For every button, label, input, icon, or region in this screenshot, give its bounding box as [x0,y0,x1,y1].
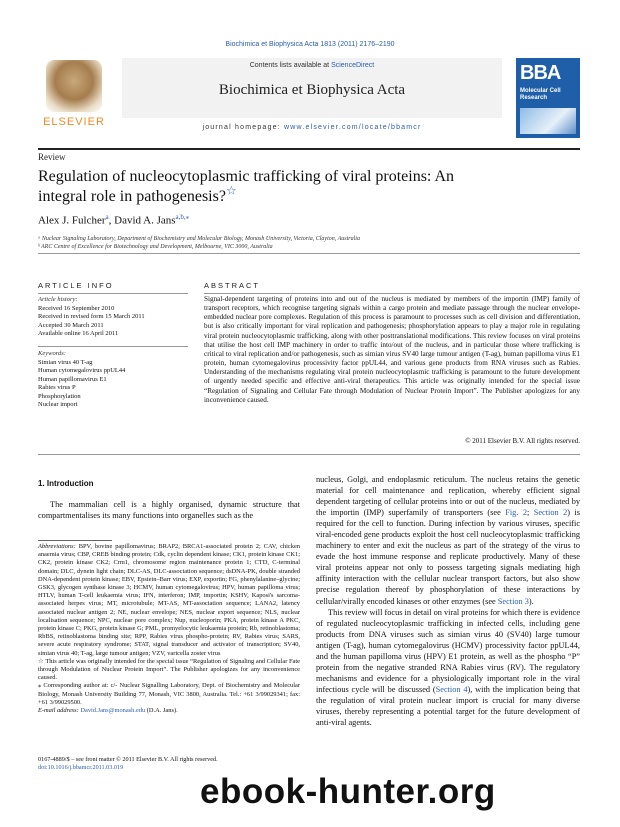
title-footnote-mark[interactable]: ☆ [225,183,237,198]
author-affil-mark[interactable]: a,b,⁎ [175,213,190,221]
article-info-heading: ARTICLE INFO [38,281,114,290]
article-info-rule [38,293,188,294]
cover-image [520,108,576,134]
section-link[interactable]: Section 3 [497,596,529,606]
issn-line: 0167-4889/$ – see front matter © 2011 Elsevier B.V. All rights reserved. [38,756,218,763]
affiliation-b: ᵇ ARC Centre of Excellence for Biotechnology and Development, Melbourne, VIC 3000, Australia [38,244,273,250]
keywords-label: Keywords: [38,350,66,357]
keyword: Rabies virus P [38,384,76,391]
article-type: Review [38,152,66,162]
keyword: Nuclear import [38,401,78,408]
doi-link[interactable]: doi:10.1016/j.bbamcr.2011.03.019 [38,764,124,771]
copyright: © 2011 Elsevier B.V. All rights reserved. [465,437,580,445]
email-link[interactable]: David.Jans@monash.edu [80,707,146,715]
section-rule [38,253,580,254]
cover-title: BBA [520,62,561,84]
elsevier-logo[interactable] [38,60,110,136]
journal-cover[interactable] [516,58,580,138]
star-footnote: ☆ This article was originally intended for the special issue “Regulation of Signaling and Cellular Fate through Modulation of Nuclear Protein Import”. The Publisher apologizes for any inconvenience caused. [38,657,300,682]
keyword: Human papillomavirus E1 [38,375,107,383]
history-item: Received 16 September 2010 [38,304,115,312]
keyword: Human cytomegalovirus ppUL44 [38,367,126,374]
journal-reference[interactable]: Biochimica et Biophysica Acta 1813 (2011) 2176–2190 [225,41,395,48]
author-name[interactable]: David A. Jans [114,214,176,227]
corresponding-author: ⁎ Corresponding author at: c/- Nuclear Signalling Laboratory, Dept. of Biochemistry and Molecular Biology, Monash University Building 77, Monash, VIC 3800, Australia. Tel.: +61 3/99029341; fax: +61 3/99029500. [38,682,300,706]
body-paragraph: This review will focus in detail on viral proteins for which there is evidence of regulated nucleocytoplasmic trafficking in infected cells, including gene products from DNA viruses such as simian virus 40 (SV40) large tumour antigen (T-ag), human cytomegalovirus (HCMV) processivity factor ppUL44, and the human papilloma virus (HPV) E1 protein, as well as the phospho “P” protein from the negative stranded RNA Rabies virus (RV). The regulatory mechanisms and evidence for a physiologically important role in the viral infectious cycle will be discussed (Section 4), with the implication being that the regulation of viral protein nuclear import is crucial for many diverse viruses, thereby representing a potential target for the future development of anti-viral agents. [316,607,580,728]
publication-footer [38,756,300,772]
authors: Alex J. Fulcher$^a$, David A. Jans$^{a,b,⁎}$ [38,213,190,227]
author-name[interactable]: Alex J. Fulcher [38,214,106,227]
abstract-bottom-rule [38,454,580,455]
cover-subtitle: Molecular Cell Research [520,88,561,101]
section-heading: 1. Introduction [38,479,94,488]
journal-title: Biochimica et Biophysica Acta [218,82,406,98]
footnote-rule [38,540,112,541]
right-column-text [316,474,580,728]
keyword: Simian virus 40 T-ag [38,358,93,366]
elsevier-tree-icon [46,60,102,112]
article-title: Regulation of nucleocytoplasmic trafficking of viral proteins: An integral role in pathogenesis?☆ [38,168,455,205]
keywords [38,350,188,410]
abbreviations: Abbreviations: BPV, bovine papillomavirus; BRAP2, BRCA1-associated protein 2; CAV, chicken anaemia virus; CBP, CREB binding protein; Cdk, cyclin dependent kinase; CK1, protein kinase CK1; CK2, protein kinase CK2; Crm1, chromosome region maintenance protein 1; CTD, C-terminal domain; DLC, dynein light chain; DLC-AS, DLC-association sequence; dsDNA-PK, double stranded DNA-dependent protein kinase; EBV, Epstein–Barr virus; EXP, exportin; FG, phenylalanine–glycine; GSK3, glycogen synthase kinase 3; HCMV, human cytomegalovirus; HPV, human papilloma virus; HTLV, human T-cell leukaemia virus; IFN, interferon; IMP, importin; KSHV, Kaposi's sarcoma-associated herpes virus; MT, microtubule; MT-AS, MT-association sequence; LANA2, latency associated nuclear antigen 2; NE, nuclear envelope; NES, nuclear export sequence; NLS, nuclear localisation sequence; NPC, nuclear pore complex; Nup, nucleoporin; PKA, protein kinase A PKC, protein kinase C; PKG, protein kinase G; PML, promyelocytic leukaemia protein; Rb, retinoblastoma; RbBS, retinoblastoma binding site; RPP, Rabies virus phospho-protein; RV, Rabies virus; SARS, severe acute respiratory syndrome; STAT, signal transducer and activator of transcription; SV40, simian virus 40; T-ag, large tumour antigen; VZV, varicella zoster virus [38,543,300,657]
history-item: Available online 16 April 2011 [38,330,119,337]
history-item: Received in revised form 15 March 2011 [38,313,145,320]
masthead-banner [122,58,502,118]
elsevier-wordmark: ELSEVIER [43,116,105,128]
history-item: Accepted 30 March 2011 [38,321,104,329]
abstract-rule [204,293,580,294]
footnotes [38,543,300,715]
watermark: ebook-hunter.org [200,772,496,811]
keywords-rule [38,346,188,347]
history-label: Article history: [38,296,78,303]
header-rule [38,148,580,150]
body-paragraph: nucleus, Golgi, and endoplasmic reticulum. The nucleus retains the genetic material for cell maintenance and replication, whereby efficient signal dependent targeting of cellular proteins into or out of the nucleus, mediated by the importin (IMP) superfamily of transporters (see Fig. 2; Section 2) is required for the cell to function. During infection by various viruses, specific viral-encoded gene products exploit the host cell nucleocytoplasmic trafficking machinery to enter and exit the nucleus as part of the strategy of the virus to evade the host immune response and replicate productively. Many of these viral proteins appear not only to possess targeting signals mediating high affinity interaction with the cellular nuclear transport factors, but also show precise regulation thereof by phosphorylation of these interactions by cellular/virally encoded kinases or other enzymes (see Section 3). [316,475,581,606]
contents-availability: Contents lists available at ScienceDirect [249,62,375,69]
homepage-link[interactable]: www.elsevier.com/locate/bbamcr [283,124,422,131]
email-line: E-mail address: David.Jans@monash.edu (D.A. Jans). [38,707,178,715]
abstract-text: Signal-dependent targeting of proteins into and out of the nucleus is mediated by members of the importin (IMP) family of transport receptors, which recognise targeting signals within a cargo protein and mediate passage through the nuclear envelope-embedded nuclear pore complexes. Regulation of this process is paramount to processes such as cell division and differentiation, but is also critically important for viral replication and pathogenesis; phosphorylation appears to play a major role in regulating viral protein nucleocytoplasmic trafficking, along with other posttranslational modifications. This review focuses on viral proteins that utilise the host cell IMP machinery in order to traffic into/out of the nucleus, and in particular those where trafficking is critical to viral replication and/or pathogenesis, such as simian virus SV40 large tumour antigen (T-ag), human papilloma virus E1 protein, human cytomegalovirus processivity factor ppUL44, and various gene products from RNA viruses such as Rabies. Understanding of the mechanisms regulating viral protein nucleocytoplasmic trafficking is paramount to the future development of urgently needed specific and effective anti-viral therapeutics. This article was originally intended for the special issue “Regulation of Signaling and Cellular Fate through Modulation of Nuclear Protein Import”. The Publisher apologizes for any inconvenience caused. [204,295,580,404]
figure-link[interactable]: Fig. 2 [505,508,527,518]
article-history [38,296,188,339]
journal-homepage: journal homepage: www.elsevier.com/locate/bbamcr [202,124,422,131]
author-affil-mark[interactable]: a [105,213,109,221]
keyword: Phosphorylation [38,392,81,400]
section-link[interactable]: Section 4 [435,684,468,694]
affiliation-a: ᵃ Nuclear Signaling Laboratory, Department of Biochemistry and Molecular Biology, Monash University, Victoria, Clayton, Australia [38,236,360,242]
abstract-heading: ABSTRACT [204,281,261,290]
intro-paragraph: The mammalian cell is a highly organised, dynamic structure that compartmentalises its many functions into organelles such as the [38,500,300,520]
sciencedirect-link[interactable]: ScienceDirect [331,62,375,69]
section-link[interactable]: Section 2 [533,508,568,518]
journal-masthead [38,58,580,146]
